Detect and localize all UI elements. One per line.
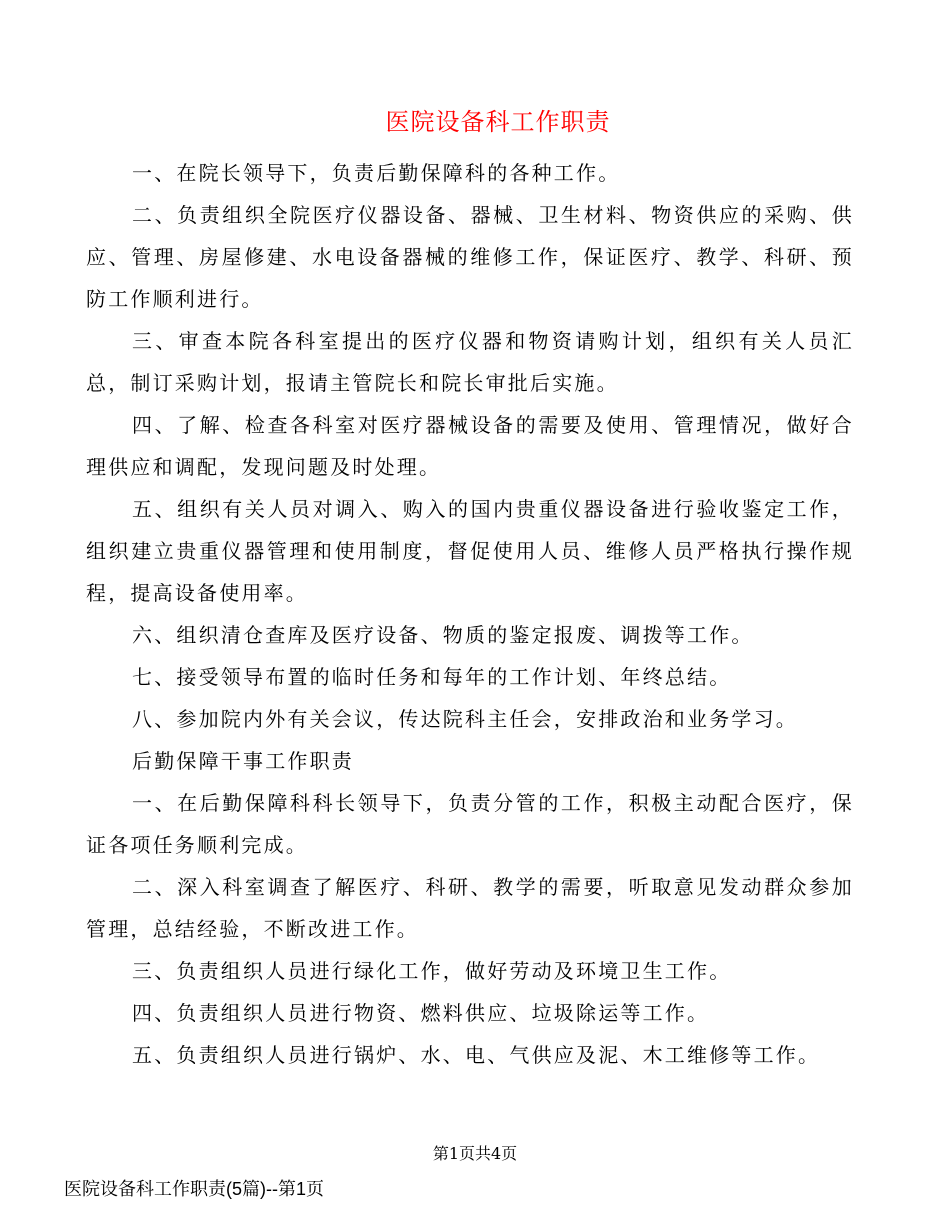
section-heading: 后勤保障干事工作职责: [132, 749, 354, 773]
paragraph-13: 五、负责组织人员进行锅炉、水、电、气供应及泥、木工维修等工作。: [132, 1043, 821, 1067]
paragraph-4: 四、了解、检查各科室对医疗器械设备的需要及使用、管理情况，做好合理供应和调配，发现问题及时处理。: [86, 413, 854, 479]
paragraph-3: 三、审查本院各科室提出的医疗仪器和物资请购计划，组织有关人员汇总，制订采购计划，报请主管院长和院长审批后实施。: [86, 329, 854, 395]
paragraph-9: 一、在后勤保障科科长领导下，负责分管的工作，积极主动配合医疗，保证各项任务顺利完成。: [86, 791, 854, 857]
paragraph-1: 一、在院长领导下，负责后勤保障科的各种工作。: [132, 161, 621, 185]
page-number: 第1页共4页: [432, 1144, 518, 1163]
paragraph-10: 二、深入科室调查了解医疗、科研、教学的需要，听取意见发动群众参加管理，总结经验，不断改进工作。: [86, 875, 854, 941]
paragraph-7: 七、接受领导布置的临时任务和每年的工作计划、年终总结。: [132, 665, 732, 689]
paragraph-6: 六、组织清仓查库及医疗设备、物质的鉴定报废、调拨等工作。: [132, 623, 754, 647]
document-title: 医院设备科工作职责: [385, 108, 611, 136]
paragraph-12: 四、负责组织人员进行物资、燃料供应、垃圾除运等工作。: [132, 1001, 710, 1025]
footer-label: 医院设备科工作职责(5篇)--第1页: [64, 1179, 324, 1199]
document-body: [86, 152, 854, 1076]
paragraph-11: 三、负责组织人员进行绿化工作，做好劳动及环境卫生工作。: [132, 959, 732, 983]
paragraph-8: 八、参加院内外有关会议，传达院科主任会，安排政治和业务学习。: [132, 707, 798, 731]
paragraph-2: 二、负责组织全院医疗仪器设备、器械、卫生材料、物资供应的采购、供应、管理、房屋修建、水电设备器械的维修工作，保证医疗、教学、科研、预防工作顺利进行。: [86, 203, 854, 311]
paragraph-5: 五、组织有关人员对调入、购入的国内贵重仪器设备进行验收鉴定工作，组织建立贵重仪器管理和使用制度，督促使用人员、维修人员严格执行操作规程，提高设备使用率。: [86, 497, 854, 605]
